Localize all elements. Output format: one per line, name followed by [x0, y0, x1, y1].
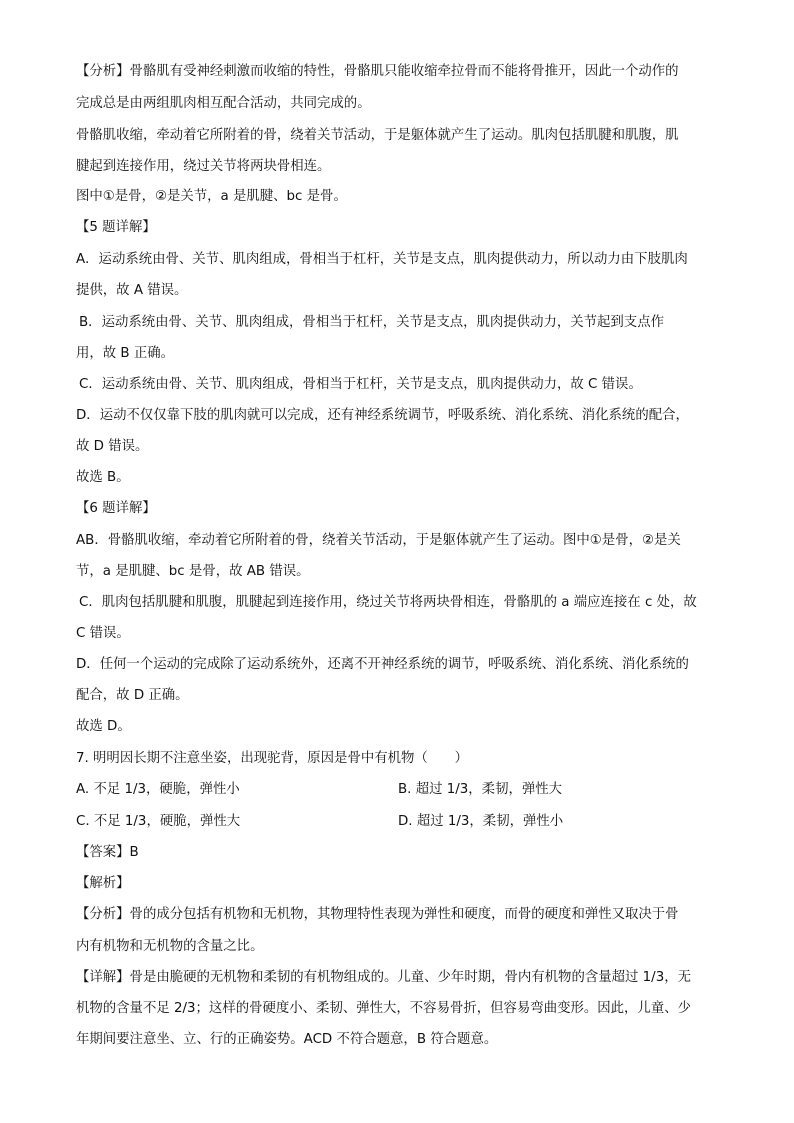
option-d: D. 超过 1/3，柔韧，弹性小 [398, 814, 564, 829]
question-7: 7. 明明因长期不注意坐姿，出现驼背，原因是骨中有机物（ ） [76, 751, 468, 766]
section-heading-q6: 【6 题详解】 [76, 501, 156, 516]
q6-d-line-2: 配合，故 D 正确。 [76, 688, 189, 703]
q7-detail-line-2: 机物的含量不足 2/3；这样的骨硬度小、柔韧、弹性大，不容易骨折，但容易弯曲变形。因此，儿童、少 [76, 1001, 691, 1016]
q5-a-line-2: 提供，故 A 错误。 [76, 283, 188, 298]
explanation-heading: 【解析】 [76, 876, 130, 891]
q6-ab-line-2: 节，a 是肌腱、bc 是骨，故 AB 错误。 [76, 564, 310, 579]
q6-d-line-1: D．任何一个运动的完成除了运动系统外，还离不开神经系统的调节，呼吸系统、消化系统、消化系统的 [76, 657, 689, 672]
q6-c-line-1: C．肌肉包括肌腱和肌腹，肌腱起到连接作用，绕过关节将两块骨相连，骨骼肌的 a 端应连接在 c 处，故 [79, 595, 697, 610]
q7-detail-line-1: 【详解】骨是由脆硬的无机物和柔韧的有机物组成的。儿童、少年时期，骨内有机物的含量超过 1/3，无 [76, 970, 691, 985]
q5-c-line: C．运动系统由骨、关节、肌肉组成，骨相当于杠杆，关节是支点，肌肉提供动力，故 C 错误。 [79, 377, 642, 392]
q5-b-line-2: 用，故 B 正确。 [76, 346, 175, 361]
analysis-line-1: 【分析】骨骼肌有受神经刺激而收缩的特性，骨骼肌只能收缩牵拉骨而不能将骨推开，因此一个动作的 [76, 64, 679, 79]
q6-c-line-2: C 错误。 [76, 626, 130, 641]
q5-d-line-1: D．运动不仅仅靠下肢的肌肉就可以完成，还有神经系统调节，呼吸系统、消化系统、消化系统的配合， [76, 408, 689, 423]
q5-b-line-1: B．运动系统由骨、关节、肌肉组成，骨相当于杠杆，关节是支点，肌肉提供动力，关节起到支点作 [79, 315, 664, 330]
q6-ab-line-1: AB．骨骼肌收缩，牵动着它所附着的骨，绕着关节活动，于是躯体就产生了运动。图中①是骨，②是关 [76, 533, 681, 548]
q7-analysis-line-1: 【分析】骨的成分包括有机物和无机物，其物理特性表现为弹性和硬度，而骨的硬度和弹性又取决于骨 [76, 907, 679, 922]
q7-analysis-line-2: 内有机物和无机物的含量之比。 [76, 939, 264, 954]
option-c: C. 不足 1/3，硬脆，弹性大 [76, 814, 241, 829]
option-b: B. 超过 1/3，柔韧，弹性大 [398, 782, 563, 797]
q5-a-line-1: A．运动系统由骨、关节、肌肉组成，骨相当于杠杆，关节是支点，肌肉提供动力，所以动力由下肢肌肉 [76, 252, 688, 267]
q5-d-line-2: 故 D 错误。 [76, 439, 149, 454]
analysis-line-3: 骨骼肌收缩，牵动着它所附着的骨，绕着关节活动，于是躯体就产生了运动。肌肉包括肌腱和肌腹，肌 [76, 128, 679, 143]
answer-label: 【答案】B [76, 845, 139, 860]
q7-detail-line-3: 年期间要注意坐、立、行的正确姿势。ACD 不符合题意，B 符合题意。 [76, 1032, 498, 1047]
analysis-line-2: 完成总是由两组肌肉相互配合活动，共同完成的。 [76, 96, 371, 111]
analysis-line-4: 腱起到连接作用，绕过关节将两块骨相连。 [76, 159, 331, 174]
q5-conclusion: 故选 B。 [76, 470, 130, 485]
section-heading-q5: 【5 题详解】 [76, 220, 156, 235]
option-a: A. 不足 1/3，硬脆，弹性小 [76, 782, 240, 797]
q6-conclusion: 故选 D。 [76, 719, 131, 734]
analysis-line-5: 图中①是骨，②是关节，a 是肌腱、bc 是骨。 [76, 189, 347, 204]
